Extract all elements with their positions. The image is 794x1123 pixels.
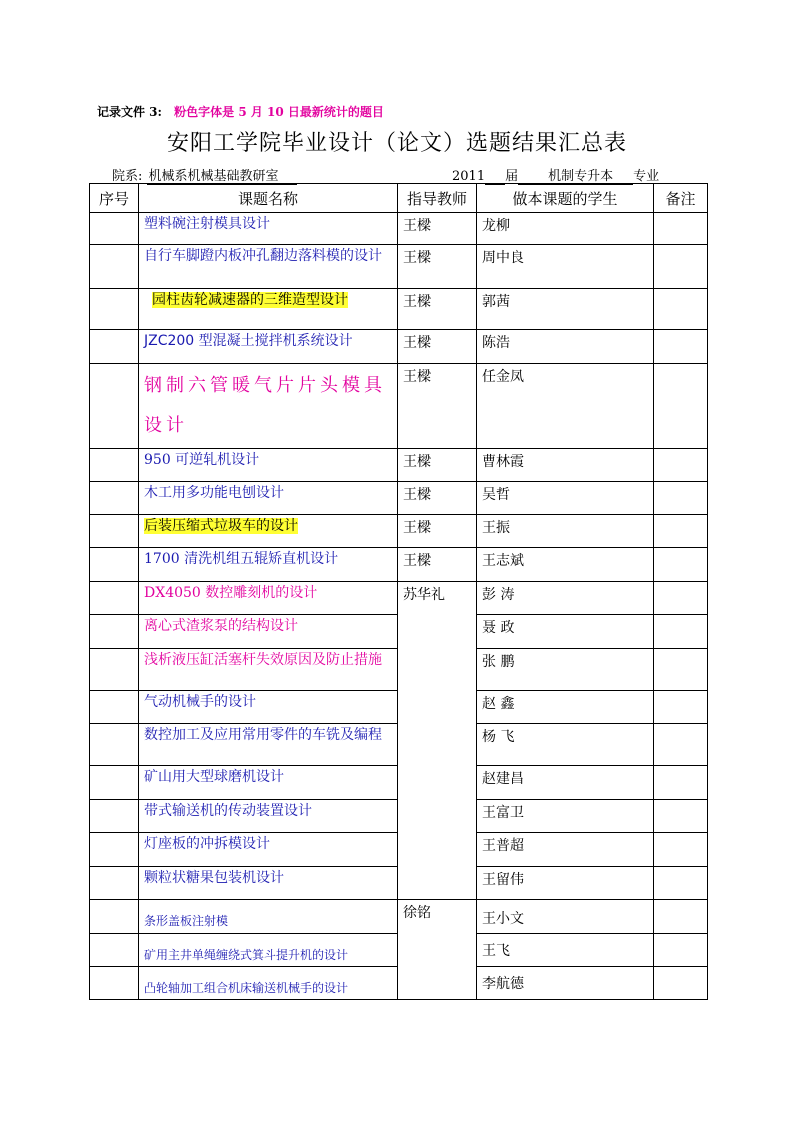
remark-cell [654, 900, 708, 934]
seq-cell [90, 691, 139, 724]
teacher-cell: 王樑 [398, 364, 477, 449]
dept-label: 院系: [112, 169, 143, 184]
student-cell: 王普超 [477, 833, 654, 867]
topic-cell: 浅析液压缸活塞杆失效原因及防止措施 [139, 649, 398, 691]
student-cell: 杨 飞 [477, 724, 654, 766]
teacher-cell: 王樑 [398, 330, 477, 364]
remark-cell [654, 330, 708, 364]
topic-cell [139, 289, 398, 330]
table-header-row [90, 184, 708, 213]
student-cell: 任金凤 [477, 364, 654, 449]
table-row [90, 482, 708, 515]
remark-cell [654, 800, 708, 833]
topic-cell: 自行车脚蹬内板冲孔翻边落料模的设计 [139, 245, 398, 289]
remark-cell [654, 449, 708, 482]
student-cell: 龙柳 [477, 213, 654, 245]
header-seq: 序号 [90, 184, 139, 213]
topic-cell: 气动机械手的设计 [139, 691, 398, 724]
seq-cell [90, 833, 139, 867]
seq-cell [90, 867, 139, 900]
seq-cell [90, 900, 139, 934]
teacher-cell: 王樑 [398, 245, 477, 289]
remark-cell [654, 649, 708, 691]
remark-cell [654, 724, 708, 766]
page-title: 安阳工学院毕业设计（论文）选题结果汇总表 [166, 131, 627, 156]
teacher-cell: 王樑 [398, 289, 477, 330]
major-value: 机制专升本 [546, 169, 633, 185]
seq-cell [90, 515, 139, 548]
remark-cell [654, 766, 708, 800]
remark-cell [654, 934, 708, 967]
topic-cell: 矿用主井单绳缠绕式箕斗提升机的设计 [139, 934, 398, 967]
topic-cell: 塑料碗注射模具设计 [139, 213, 398, 245]
seq-cell [90, 582, 139, 615]
table-row [90, 548, 708, 582]
note-prefix: 记录文件 3: [97, 105, 162, 119]
table-row [90, 449, 708, 482]
table-row [90, 515, 708, 548]
topic-cell: 颗粒状糖果包装机设计 [139, 867, 398, 900]
seq-cell [90, 330, 139, 364]
student-cell: 李航德 [477, 967, 654, 1000]
student-cell: 周中良 [477, 245, 654, 289]
header-teacher: 指导教师 [398, 184, 477, 213]
remark-cell [654, 515, 708, 548]
header-remark: 备注 [654, 184, 708, 213]
seq-cell [90, 967, 139, 1000]
student-cell: 陈浩 [477, 330, 654, 364]
remark-cell [654, 245, 708, 289]
topic-cell: 离心式渣浆泵的结构设计 [139, 615, 398, 649]
student-cell: 王富卫 [477, 800, 654, 833]
teacher-cell: 徐铭 [398, 900, 477, 1000]
table-row [90, 364, 708, 449]
topic-cell: 1700 清洗机组五辊矫直机设计 [139, 548, 398, 582]
table-row [90, 582, 708, 615]
remark-cell [654, 364, 708, 449]
seq-cell [90, 766, 139, 800]
student-cell: 吴哲 [477, 482, 654, 515]
remark-cell [654, 548, 708, 582]
student-cell: 王飞 [477, 934, 654, 967]
seq-cell [90, 245, 139, 289]
record-note [97, 103, 384, 120]
header-topic: 课题名称 [139, 184, 398, 213]
remark-cell [654, 289, 708, 330]
student-cell: 曹林霞 [477, 449, 654, 482]
teacher-cell: 王樑 [398, 515, 477, 548]
remark-cell [654, 213, 708, 245]
topic-highlight: 园柱齿轮减速器的三维造型设计 [152, 292, 348, 308]
topic-cell: DX4050 数控雕刻机的设计 [139, 582, 398, 615]
remark-cell [654, 482, 708, 515]
seq-cell [90, 289, 139, 330]
topic-cell: 钢制六管暖气片片头模具设计 [139, 364, 398, 449]
note-pink-text: 粉色字体是 5 月 10 日最新统计的题目 [174, 105, 384, 119]
teacher-cell: 王樑 [398, 213, 477, 245]
remark-cell [654, 867, 708, 900]
remark-cell [654, 833, 708, 867]
student-cell: 赵 鑫 [477, 691, 654, 724]
teacher-cell: 苏华礼 [398, 582, 477, 900]
topic-cell: 950 可逆轧机设计 [139, 449, 398, 482]
seq-cell [90, 213, 139, 245]
table-row [90, 245, 708, 289]
dept-value: 机械系机械基础教研室 [147, 169, 297, 185]
student-cell: 王志斌 [477, 548, 654, 582]
topic-highlight: 后装压缩式垃圾车的设计 [144, 518, 298, 534]
year-info [452, 165, 659, 184]
table-row [90, 900, 708, 934]
student-cell: 王留伟 [477, 867, 654, 900]
topic-cell: 木工用多功能电刨设计 [139, 482, 398, 515]
topic-cell: JZC200 型混凝土搅拌机系统设计 [139, 330, 398, 364]
header-student: 做本课题的学生 [477, 184, 654, 213]
seq-cell [90, 615, 139, 649]
topic-cell: 凸轮轴加工组合机床输送机械手的设计 [139, 967, 398, 1000]
teacher-cell: 王樑 [398, 548, 477, 582]
year-value: 2011 [452, 169, 486, 184]
major-suffix: 专业 [633, 169, 660, 184]
student-cell: 郭茜 [477, 289, 654, 330]
student-cell: 赵建昌 [477, 766, 654, 800]
table-row [90, 213, 708, 245]
teacher-cell: 王樑 [398, 482, 477, 515]
topic-cell: 数控加工及应用常用零件的车铣及编程 [139, 724, 398, 766]
remark-cell [654, 615, 708, 649]
student-cell: 张 鹏 [477, 649, 654, 691]
student-cell: 王小文 [477, 900, 654, 934]
seq-cell [90, 449, 139, 482]
seq-cell [90, 649, 139, 691]
remark-cell [654, 582, 708, 615]
seq-cell [90, 364, 139, 449]
topic-cell: 矿山用大型球磨机设计 [139, 766, 398, 800]
remark-cell [654, 691, 708, 724]
student-cell: 聂 政 [477, 615, 654, 649]
seq-cell [90, 724, 139, 766]
topic-table [89, 183, 708, 1000]
topic-cell: 灯座板的冲拆模设计 [139, 833, 398, 867]
seq-cell [90, 934, 139, 967]
seq-cell [90, 800, 139, 833]
student-cell: 彭 涛 [477, 582, 654, 615]
remark-cell [654, 967, 708, 1000]
table-row [90, 289, 708, 330]
dept-info [112, 165, 297, 184]
year-suffix: 届 [505, 169, 519, 184]
table-row [90, 330, 708, 364]
teacher-cell: 王樑 [398, 449, 477, 482]
seq-cell [90, 482, 139, 515]
topic-cell: 条形盖板注射模 [139, 900, 398, 934]
seq-cell [90, 548, 139, 582]
topic-cell: 带式输送机的传动装置设计 [139, 800, 398, 833]
topic-cell [139, 515, 398, 548]
student-cell: 王振 [477, 515, 654, 548]
